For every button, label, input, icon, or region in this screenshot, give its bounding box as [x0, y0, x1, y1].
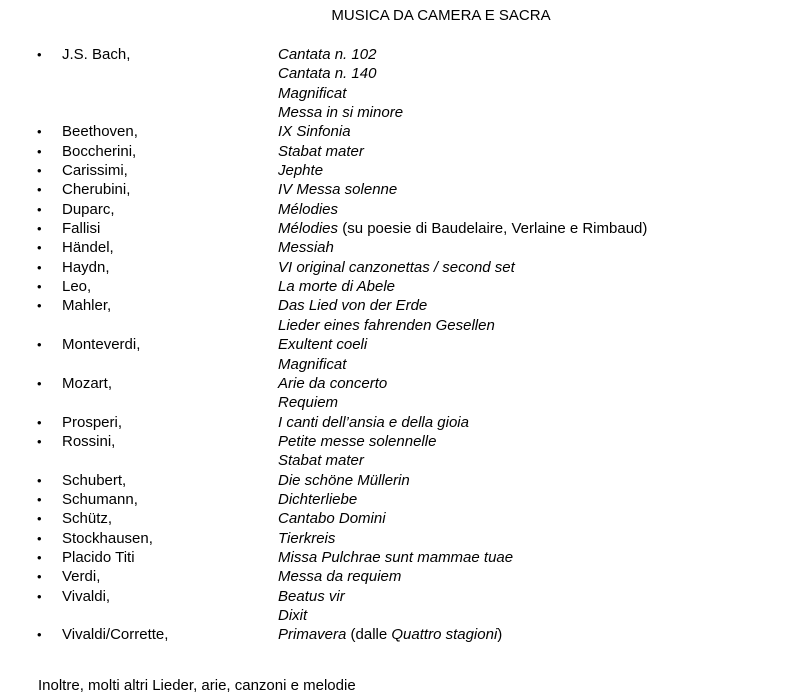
composer-name: Fallisi [62, 220, 101, 238]
bullet-icon: • [37, 569, 42, 585]
work-title [278, 161, 323, 180]
work-title-italic: Messa in si minore [278, 104, 404, 122]
list-item [0, 625, 792, 644]
work-title-italic: IV Messa solenne [278, 181, 398, 199]
work-title-italic: Magnificat [278, 84, 347, 102]
work-title [278, 84, 346, 103]
list-line [0, 432, 792, 451]
work-title-italic: Jephte [278, 162, 324, 180]
list-item [0, 258, 792, 277]
list-item [0, 509, 792, 528]
composer-name: Vivaldi/Corrette, [62, 626, 169, 644]
list-line [0, 374, 792, 393]
work-title [278, 219, 647, 238]
bullet-icon: • [37, 375, 42, 391]
repertoire-list [0, 45, 792, 645]
list-item [0, 200, 792, 219]
work-title-italic: Arie da concerto [278, 374, 388, 392]
composer-name: Schütz, [62, 510, 113, 528]
work-title [278, 509, 386, 528]
composer-name: Mahler, [62, 297, 112, 315]
work-title-italic: Dichterliebe [278, 490, 358, 508]
list-item [0, 45, 792, 122]
bullet-icon: • [37, 182, 42, 198]
bullet-icon: • [37, 337, 42, 353]
list-item [0, 238, 792, 257]
page-title: MUSICA DA CAMERA E SACRA [331, 7, 551, 24]
work-title-italic: Stabat mater [278, 142, 364, 160]
composer-name: Schubert, [62, 471, 127, 489]
bullet-icon: • [37, 414, 42, 430]
work-title [278, 451, 364, 470]
bullet-icon: • [37, 240, 42, 256]
work-title-note: (dalle [346, 626, 392, 644]
composer-name: Leo, [62, 278, 92, 296]
bullet-icon: • [37, 491, 42, 507]
bullet-icon: • [37, 549, 42, 565]
work-title-italic: Cantata n. 102 [278, 46, 377, 63]
bullet-icon: • [37, 530, 42, 546]
bullet-icon: • [37, 47, 42, 62]
list-line [0, 142, 792, 161]
bullet-icon: • [37, 472, 42, 488]
list-item [0, 471, 792, 490]
list-line [0, 277, 792, 296]
list-item [0, 374, 792, 413]
composer-name: Rossini, [62, 432, 116, 450]
work-title [278, 316, 495, 335]
bullet-icon: • [37, 298, 42, 314]
list-line [0, 490, 792, 509]
list-item [0, 180, 792, 199]
work-title-note: (su poesie di Baudelaire, Verlaine e Rimbaud) [338, 220, 648, 238]
list-line [0, 413, 792, 432]
list-item [0, 413, 792, 432]
work-title [278, 567, 401, 586]
bullet-icon: • [37, 221, 42, 237]
work-title [278, 335, 367, 354]
work-title-italic: Exultent coeli [278, 336, 368, 354]
work-title-italic: Die schöne Müllerin [278, 471, 410, 489]
list-line [0, 200, 792, 219]
list-line [0, 606, 792, 625]
work-title [278, 548, 513, 567]
list-item [0, 432, 792, 471]
composer-name: Prosperi, [62, 413, 123, 431]
composer-name: Haydn, [62, 258, 110, 276]
bullet-icon: • [37, 201, 42, 217]
bullet-icon: • [37, 627, 42, 643]
bullet-icon: • [37, 259, 42, 275]
list-item [0, 142, 792, 161]
composer-name: Beethoven, [62, 123, 138, 141]
list-item [0, 277, 792, 296]
list-item [0, 122, 792, 141]
work-title [278, 587, 345, 606]
work-title-italic: Messiah [278, 239, 334, 257]
work-title-italic: Mélodies [278, 200, 339, 218]
composer-name: Schumann, [62, 490, 138, 508]
list-line [0, 296, 792, 315]
work-title [278, 606, 307, 625]
bullet-icon: • [37, 143, 42, 159]
composer-name: Carissimi, [62, 162, 128, 180]
list-line [0, 625, 792, 644]
work-title-italic: Dixit [278, 606, 308, 624]
work-title [278, 529, 335, 548]
composer-name: Monteverdi, [62, 336, 141, 354]
work-title [278, 374, 387, 393]
composer-name: Verdi, [62, 568, 101, 586]
list-item [0, 161, 792, 180]
work-title [278, 200, 338, 219]
work-title [278, 413, 469, 432]
list-item [0, 548, 792, 567]
list-item [0, 335, 792, 374]
bullet-icon: • [37, 433, 42, 449]
list-line [0, 180, 792, 199]
list-item [0, 296, 792, 335]
list-line [0, 238, 792, 257]
list-line [0, 84, 792, 103]
composer-name: Duparc, [62, 200, 115, 218]
work-title-italic: Stabat mater [278, 452, 364, 470]
list-line [0, 122, 792, 141]
bullet-icon: • [37, 163, 42, 179]
work-title [278, 103, 403, 122]
work-title-italic: Magnificat [278, 355, 347, 373]
work-title-italic: Requiem [278, 394, 339, 412]
work-title-italic: Tierkreis [278, 529, 336, 547]
list-line [0, 587, 792, 606]
composer-name: J.S. Bach, [62, 46, 131, 63]
work-title-italic: Das Lied von der Erde [278, 297, 428, 315]
work-title-italic: Missa Pulchrae sunt mammae tuae [278, 548, 514, 566]
bullet-icon: • [37, 588, 42, 604]
work-title [278, 625, 502, 644]
work-title [278, 258, 515, 277]
bullet-icon: • [37, 279, 42, 295]
list-line [0, 355, 792, 374]
list-item [0, 219, 792, 238]
list-item [0, 529, 792, 548]
composer-name: Cherubini, [62, 181, 131, 199]
work-title-italic: Messa da requiem [278, 568, 402, 586]
work-title [278, 296, 427, 315]
work-title [278, 393, 338, 412]
list-item [0, 587, 792, 626]
work-title [278, 490, 357, 509]
list-line [0, 64, 792, 83]
list-line [0, 219, 792, 238]
list-line [0, 45, 792, 64]
work-title [278, 355, 346, 374]
composer-name: Mozart, [62, 374, 113, 392]
list-line [0, 316, 792, 335]
work-title-italic: VI original canzonettas / second set [278, 258, 515, 276]
work-title [278, 432, 436, 451]
work-title-italic: Mélodies [278, 220, 339, 238]
work-title-italic: I canti dell’ansia e della gioia [278, 413, 469, 431]
work-title-italic: Petite messe solennelle [278, 432, 437, 450]
bullet-icon: • [37, 124, 42, 140]
footer-note: Inoltre, molti altri Lieder, arie, canzoni e melodie [38, 677, 356, 694]
work-title [278, 180, 397, 199]
work-title [278, 277, 395, 296]
list-item [0, 567, 792, 586]
list-line [0, 471, 792, 490]
work-title [278, 45, 376, 64]
list-line [0, 335, 792, 354]
list-line [0, 161, 792, 180]
list-line [0, 529, 792, 548]
list-line [0, 509, 792, 528]
composer-name: Boccherini, [62, 142, 137, 160]
composer-name: Vivaldi, [62, 587, 111, 605]
work-title-italic: Beatus vir [278, 587, 345, 605]
list-line [0, 567, 792, 586]
work-title [278, 471, 410, 490]
work-title-italic: IX Sinfonia [278, 123, 351, 141]
bullet-icon: • [37, 511, 42, 527]
list-line [0, 258, 792, 277]
work-title-italic: Lieder eines fahrenden Gesellen [278, 316, 495, 334]
work-title-italic: Cantabo Domini [278, 510, 386, 528]
work-title-italic: La morte di Abele [278, 278, 396, 296]
work-title [278, 142, 364, 161]
work-title [278, 238, 334, 257]
list-line [0, 548, 792, 567]
composer-name: Placido Titi [62, 548, 135, 566]
work-title-italic: Cantata n. 140 [278, 65, 377, 83]
work-title-italic: Quattro stagioni [391, 626, 498, 644]
work-title [278, 64, 376, 83]
list-line [0, 103, 792, 122]
work-title-italic: Primavera [278, 626, 347, 644]
work-title [278, 122, 351, 141]
list-item [0, 490, 792, 509]
work-title-note: ) [497, 626, 503, 644]
list-line [0, 393, 792, 412]
list-line [0, 451, 792, 470]
composer-name: Händel, [62, 239, 114, 257]
composer-name: Stockhausen, [62, 529, 153, 547]
